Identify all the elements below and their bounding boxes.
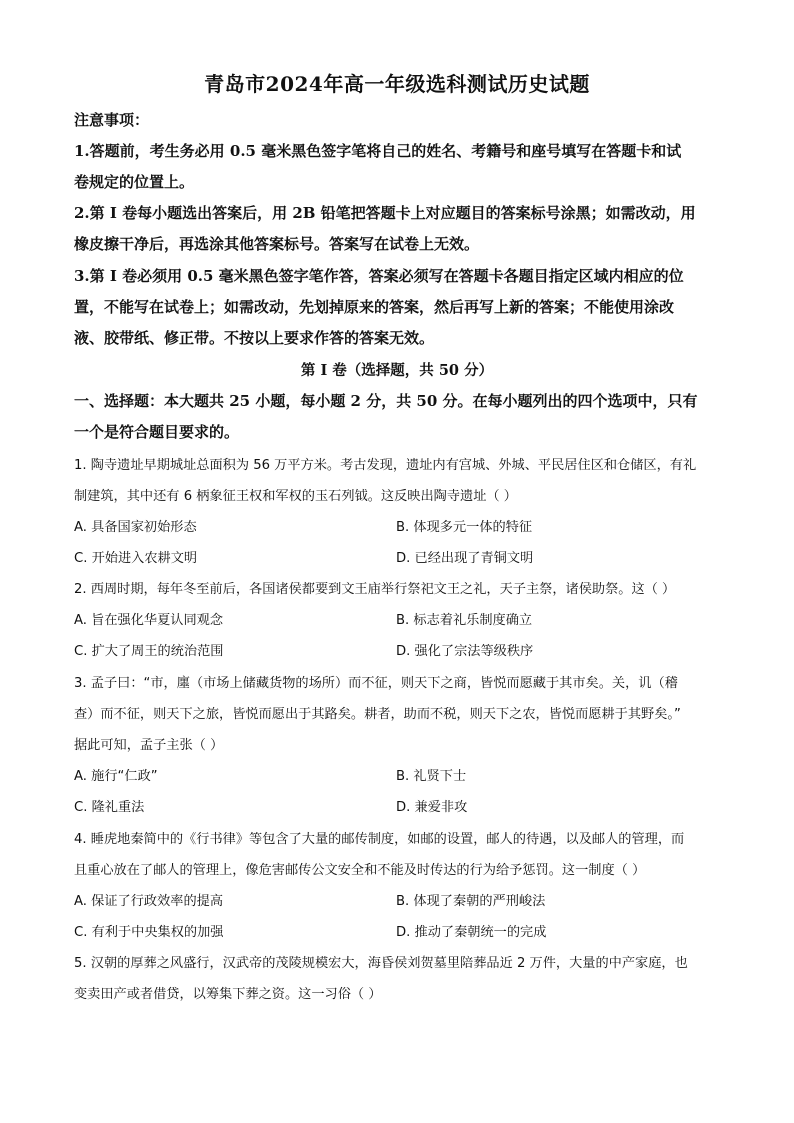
notice-line: 橡皮擦干净后，再选涂其他答案标号。答案写在试卷上无效。 <box>74 235 480 253</box>
notice-line: 液、胶带纸、修正带。不按以上要求作答的答案无效。 <box>74 329 435 347</box>
question-2-option-b: B. 标志着礼乐制度确立 <box>396 613 533 628</box>
question-4-stem: 4. 睡虎地秦简中的《行书律》等包含了大量的邮传制度，如邮的设置，邮人的待遇，以及邮人的管理，而 <box>74 832 685 847</box>
question-4-option-c: C. 有利于中央集权的加强 <box>74 925 224 940</box>
question-3-option-d: D. 兼爱非攻 <box>396 800 468 815</box>
notice-line: 置，不能写在试卷上；如需改动，先划掉原来的答案，然后再写上新的答案；不能使用涂改 <box>74 298 675 316</box>
question-3-option-c: C. 隆礼重法 <box>74 800 145 815</box>
question-1-option-b: B. 体现多元一体的特征 <box>396 520 533 535</box>
question-1-stem: 制建筑，其中还有 6 柄象征王权和军权的玉石列钺。这反映出陶寺遗址（ ） <box>74 489 517 504</box>
notice-heading: 注意事项： <box>74 111 150 129</box>
question-4-option-b: B. 体现了秦朝的严刑峻法 <box>396 894 546 909</box>
question-1-option-d: D. 已经出现了青铜文明 <box>396 551 534 566</box>
notice-line: 3.第 I 卷必须用 0.5 毫米黑色签字笔作答，答案必须写在答题卡各题目指定区域内相应的位 <box>74 267 684 285</box>
question-5-stem: 5. 汉朝的厚葬之风盛行，汉武帝的茂陵规模宏大，海昏侯刘贺墓里陪葬品近 2 万件，大量的中产家庭，也 <box>74 956 688 971</box>
question-2-option-d: D. 强化了宗法等级秩序 <box>396 644 534 659</box>
part-heading: 一个是符合题目要求的。 <box>74 423 240 441</box>
part-heading: 一、选择题：本大题共 25 小题，每小题 2 分，共 50 分。在每小题列出的四个选项中，只有 <box>74 392 698 410</box>
question-3-stem: 据此可知，孟子主张（ ） <box>74 738 224 753</box>
question-4-option-a: A. 保证了行政效率的提高 <box>74 894 224 909</box>
question-3-option-a: A. 施行“仁政” <box>74 769 158 784</box>
question-2-stem: 2. 西周时期，每年冬至前后，各国诸侯都要到文王庙举行祭祀文王之礼，天子主祭，诸侯助祭。这（ ） <box>74 582 676 597</box>
question-2-option-c: C. 扩大了周王的统治范围 <box>74 644 224 659</box>
question-5-stem: 变卖田产或者借贷，以筹集下葬之资。这一习俗（ ） <box>74 987 382 1002</box>
question-1-option-a: A. 具备国家初始形态 <box>74 520 197 535</box>
page-title: 青岛市2024年高一年级选科测试历史试题 <box>204 72 590 96</box>
question-1-option-c: C. 开始进入农耕文明 <box>74 551 198 566</box>
notice-line: 1.答题前，考生务必用 0.5 毫米黑色签字笔将自己的姓名、考籍号和座号填写在答题卡和试 <box>74 142 682 160</box>
question-4-stem: 且重心放在了邮人的管理上，像危害邮传公文安全和不能及时传达的行为给予惩罚。这一制度（ ） <box>74 863 646 878</box>
notice-line: 2.第 I 卷每小题选出答案后，用 2B 铅笔把答题卡上对应题目的答案标号涂黑；如需改动，用 <box>74 204 696 222</box>
notice-line: 卷规定的位置上。 <box>74 173 195 191</box>
question-4-option-d: D. 推动了秦朝统一的完成 <box>396 925 547 940</box>
question-3-stem: 3. 孟子曰：“市，廛（市场上储藏货物的场所）而不征，则天下之商，皆悦而愿藏于其市矣。关，讥（稽 <box>74 676 678 691</box>
question-3-option-b: B. 礼贤下士 <box>396 769 467 784</box>
question-3-stem: 查）而不征，则天下之旅，皆悦而愿出于其路矣。耕者，助而不税，则天下之农，皆悦而愿耕于其野矣。” <box>74 707 681 722</box>
question-2-option-a: A. 旨在强化华夏认同观念 <box>74 613 224 628</box>
question-1-stem: 1. 陶寺遗址早期城址总面积为 56 万平方米。考古发现，遗址内有宫城、外城、平民居住区和仓储区，有礼 <box>74 458 697 473</box>
section-heading: 第 I 卷（选择题，共 50 分） <box>300 362 494 379</box>
